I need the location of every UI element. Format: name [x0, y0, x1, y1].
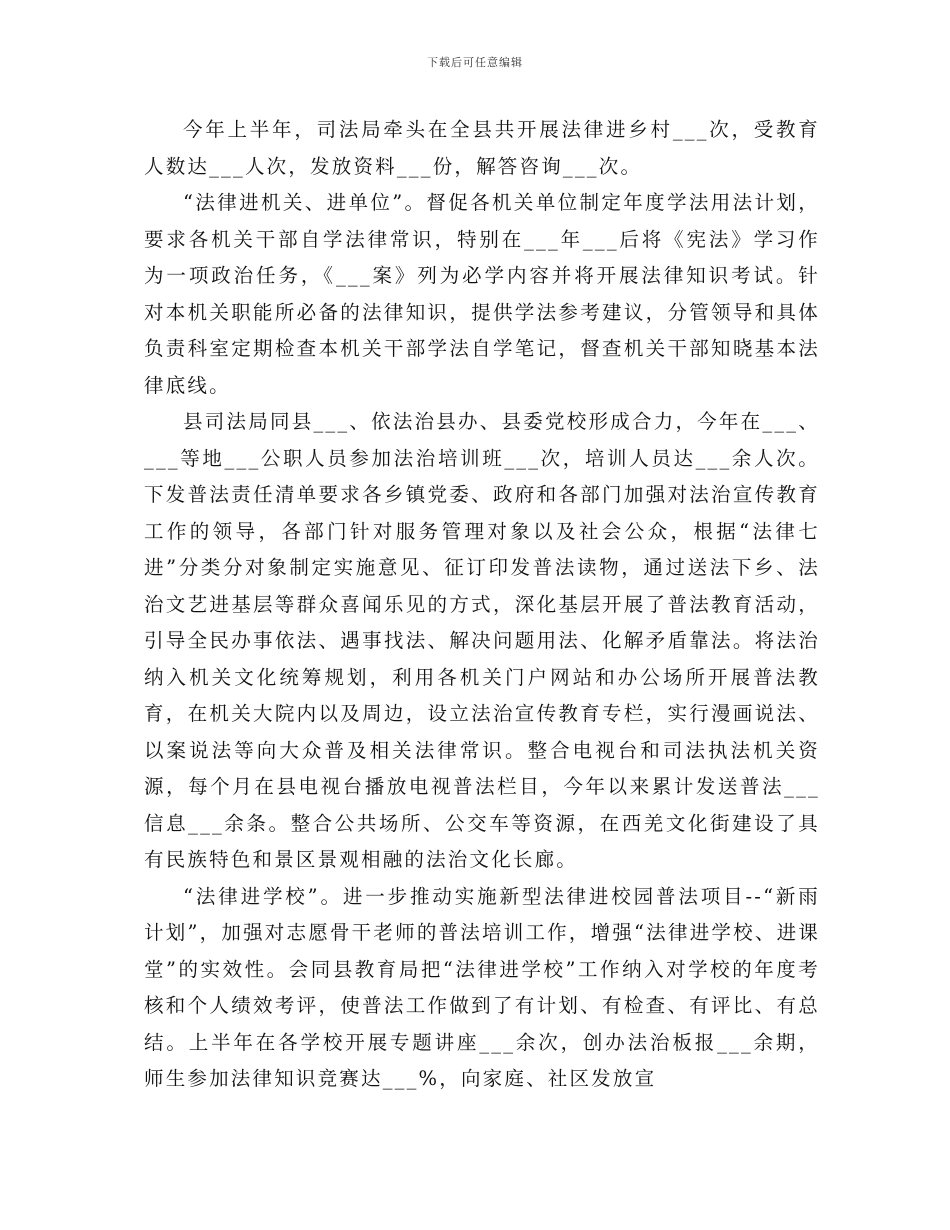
paragraph-schools: “法律进学校”。进一步推动实施新型法律进校园普法项目--“新雨计划”，加强对志愿骨干老师的普法培训工作，增强“法律进学校、进课堂”的实效性。会同县教育局把“法律进学校”工作纳入对学校的年度考核和个人绩效考评，使普法工作做到了有计划、有检查、有评比、有总结。上半年在各学校开展专题讲座___余次，创办法治板报___余期，师生参加法律知识竞赛达___%，向家庭、社区发放宣 [144, 884, 820, 1090]
document-body [144, 112, 820, 1098]
paragraph-rural-outreach: 今年上半年，司法局牵头在全县共开展法律进乡村___次，受教育人数达___人次，发放资料___份，解答咨询___次。 [144, 118, 820, 178]
paragraph-training: 县司法局同县___、依法治县办、县委党校形成合力，今年在___、___等地___公职人员参加法治培训班___次，培训人员达___余人次。下发普法责任清单要求各乡镇党委、政府和各部门加强对法治宣传教育工作的领导，各部门针对服务管理对象以及社会公众，根据“法律七进”分类分对象制定实施意见、征订印发普法读物，通过送法下乡、法治文艺进基层等群众喜闻乐见的方式，深化基层开展了普法教育活动，引导全民办事依法、遇事找法、解决问题用法、化解矛盾靠法。将法治纳入机关文化统筹规划，利用各机关门户网站和办公场所开展普法教育，在机关大院内以及周边，设立法治宣传教育专栏，实行漫画说法、以案说法等向大众普及相关法律常识。整合电视台和司法执法机关资源，每个月在县电视台播放电视普法栏目，今年以来累计发送普法___信息___余条。整合公共场所、公交车等资源，在西羌文化街建设了具有民族特色和景区景观相融的法治文化长廊。 [144, 410, 820, 871]
page-header: 下载后可任意编辑 [427, 56, 523, 69]
paragraph-agencies: “法律进机关、进单位”。督促各机关单位制定年度学法用法计划，要求各机关干部自学法律常识，特别在___年___后将《宪法》学习作为一项政治任务，《___案》列为必学内容并将开展法律知识考试。针对本机关职能所必备的法律知识，提供学法参考建议，分管领导和具体负责科室定期检查本机关干部学法自学笔记，督查机关干部知晓基本法律底线。 [144, 191, 820, 397]
